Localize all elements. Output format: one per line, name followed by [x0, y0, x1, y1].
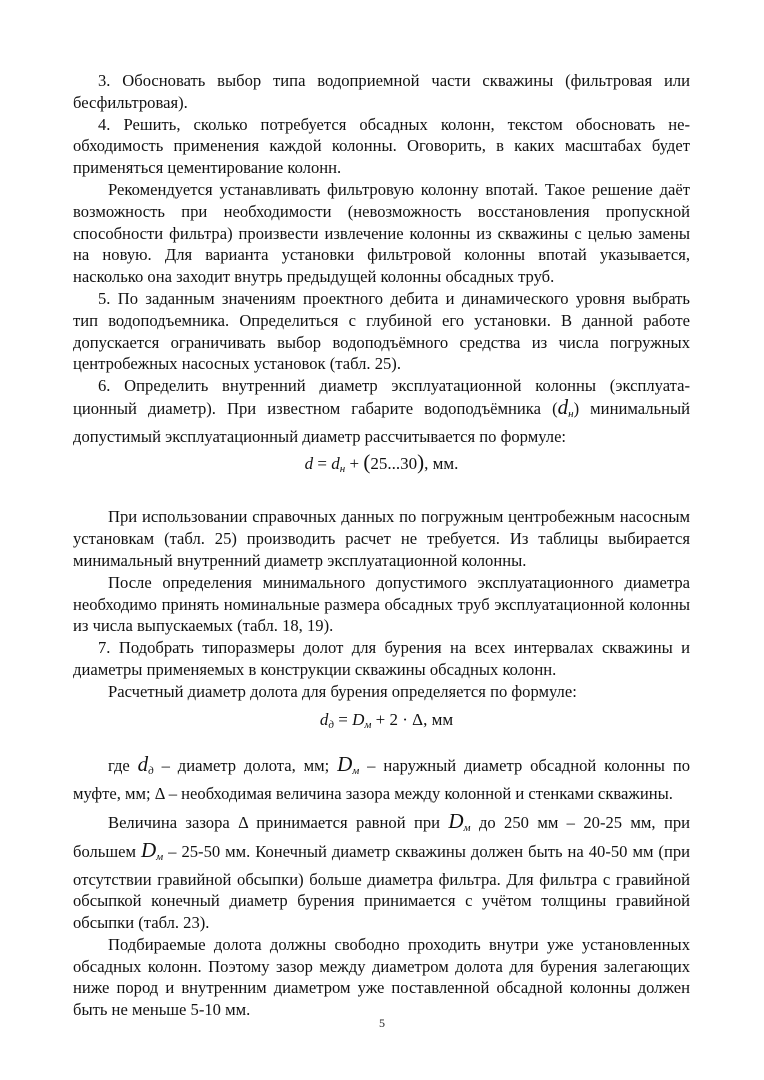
paragraph-where — [73, 754, 690, 805]
paragraph-item-3: 3. Обосновать выбор типа водоприемной части скважины (фильтровая или бесфильтровая). — [73, 71, 690, 112]
variable-D: D — [448, 808, 464, 833]
variable-D: D — [141, 837, 157, 862]
formula-exploitation-diameter — [73, 449, 690, 481]
formula-lhs: d — [319, 709, 329, 729]
formula-paren-open: ( — [363, 449, 371, 474]
paragraph-bits-selection: Подбираемые долота должны свободно проходить внутри уже установленных обсадных колонн. Поэтому зазор между диаметром долота для бурения залегающих ниже пород и внутренним диаметром уже поставленной обсадной колонны должен быть не меньше 5-10 мм. — [73, 934, 690, 1020]
text-run: – наружный диаметр обсадной колонны по муфте, мм; Δ – необходимая величина зазора между колонной и стенками скважины. — [73, 756, 690, 804]
formula-lhs: d — [304, 453, 314, 473]
formula-bit-diameter — [73, 709, 690, 737]
paragraph-gap-value — [73, 808, 691, 934]
variable-D: D — [337, 752, 353, 777]
formula-plus: + — [345, 453, 364, 473]
formula-unit: , мм — [423, 709, 454, 729]
subscript-d: д — [148, 765, 154, 778]
text-run: где — [108, 756, 138, 776]
formula-equals: = — [313, 453, 332, 473]
text-run: Величина зазора Δ принимается равной при — [108, 812, 449, 832]
document-page — [73, 70, 690, 1021]
subscript-m: м — [156, 850, 164, 863]
formula-var: D — [352, 709, 365, 729]
formula-unit: , мм. — [424, 453, 459, 473]
text-run: 6. Определить внутренний диаметр эксплуатационной колонны (эксплуатационный диаметр). При известном габарите водоподъёмника ( — [73, 376, 690, 418]
formula-sub: н — [339, 462, 346, 475]
subscript-m: м — [463, 821, 471, 834]
text-run: – диаметр долота, мм; — [153, 756, 338, 776]
paragraph-item-5: 5. По заданным значениям проектного дебита и динамического уровня выбрать тип водоподъемника. Определиться с глубиной его установки. В данной работе допускается ограничивать выбор водоподъёмного средства из числа погружных центробежных насосных установок (табл. 25). — [73, 288, 690, 374]
page-number: 5 — [379, 1016, 385, 1030]
paragraph-after-determination: После определения минимального допустимого эксплуатационного диаметра необходимо принять номинальные размера обсадных труб эксплуатационной колонны из числа выпускаемых (табл. 18, 19). — [73, 572, 690, 636]
text-run: – 25-50 мм. Конечный диаметр скважины должен быть на 40-50 мм (при отсутствии гравийной обсыпки) больше диаметра фильтра. Для фильтра с гравийной обсыпкой конечный диаметр бурения принимается с учётом толщины гравийной обсыпки (табл. 23). — [73, 841, 690, 933]
subscript-n: н — [568, 407, 574, 420]
variable-d: d — [137, 752, 149, 777]
formula-equals: = — [333, 709, 353, 729]
formula-range: 25...30 — [370, 453, 418, 473]
paragraph-calc-diameter: Расчетный диаметр долота для бурения определяется по формуле: — [108, 681, 577, 701]
paragraph-reference-data: При использовании справочных данных по погружным центробежным насосным установкам (табл. 25) производить расчет не требуется. Из таблицы выбирается минимальный внутренний диаметр эксплуатационной колонны. — [73, 507, 690, 570]
formula-var: d — [331, 453, 340, 473]
paragraph-item-6 — [73, 375, 690, 447]
paragraph-recommendation: Рекомендуется устанавливать фильтровую колонну впотай. Такое решение даёт возможность при необходимости (невозможность восстановления пропускной способности фильтра) произвести извлечение колонны из скважины с целью замены на новую. Для варианта установки фильтровой колонны впотай указывается, насколько она заходит внутрь предыдущей колонны обсадных труб. — [73, 179, 690, 287]
text-run: до 250 мм – 20-25 мм, при большем — [73, 812, 691, 861]
formula-rest: + 2 · Δ — [371, 709, 424, 729]
text-run: ) минимальный допустимый эксплуатационный диаметр рассчитывается по формуле: — [73, 398, 690, 446]
paragraph-item-7: 7. Подобрать типоразмеры долот для бурения на всех интервалах скважины и диаметры применяемых в конструкции скважины обсадных колонн. — [73, 638, 690, 679]
formula-var-sub: м — [364, 718, 372, 731]
subscript-m: м — [352, 765, 360, 778]
variable-d: d — [557, 394, 569, 419]
formula-lhs-sub: д — [328, 718, 334, 731]
formula-paren-close: ) — [417, 449, 425, 474]
paragraph-item-4: 4. Решить, сколько потребуется обсадных колонн, текстом обосновать необходимость применения каждой колонны. Оговорить, в каких масштабах будет применяться цементирование колонн. — [73, 114, 690, 178]
